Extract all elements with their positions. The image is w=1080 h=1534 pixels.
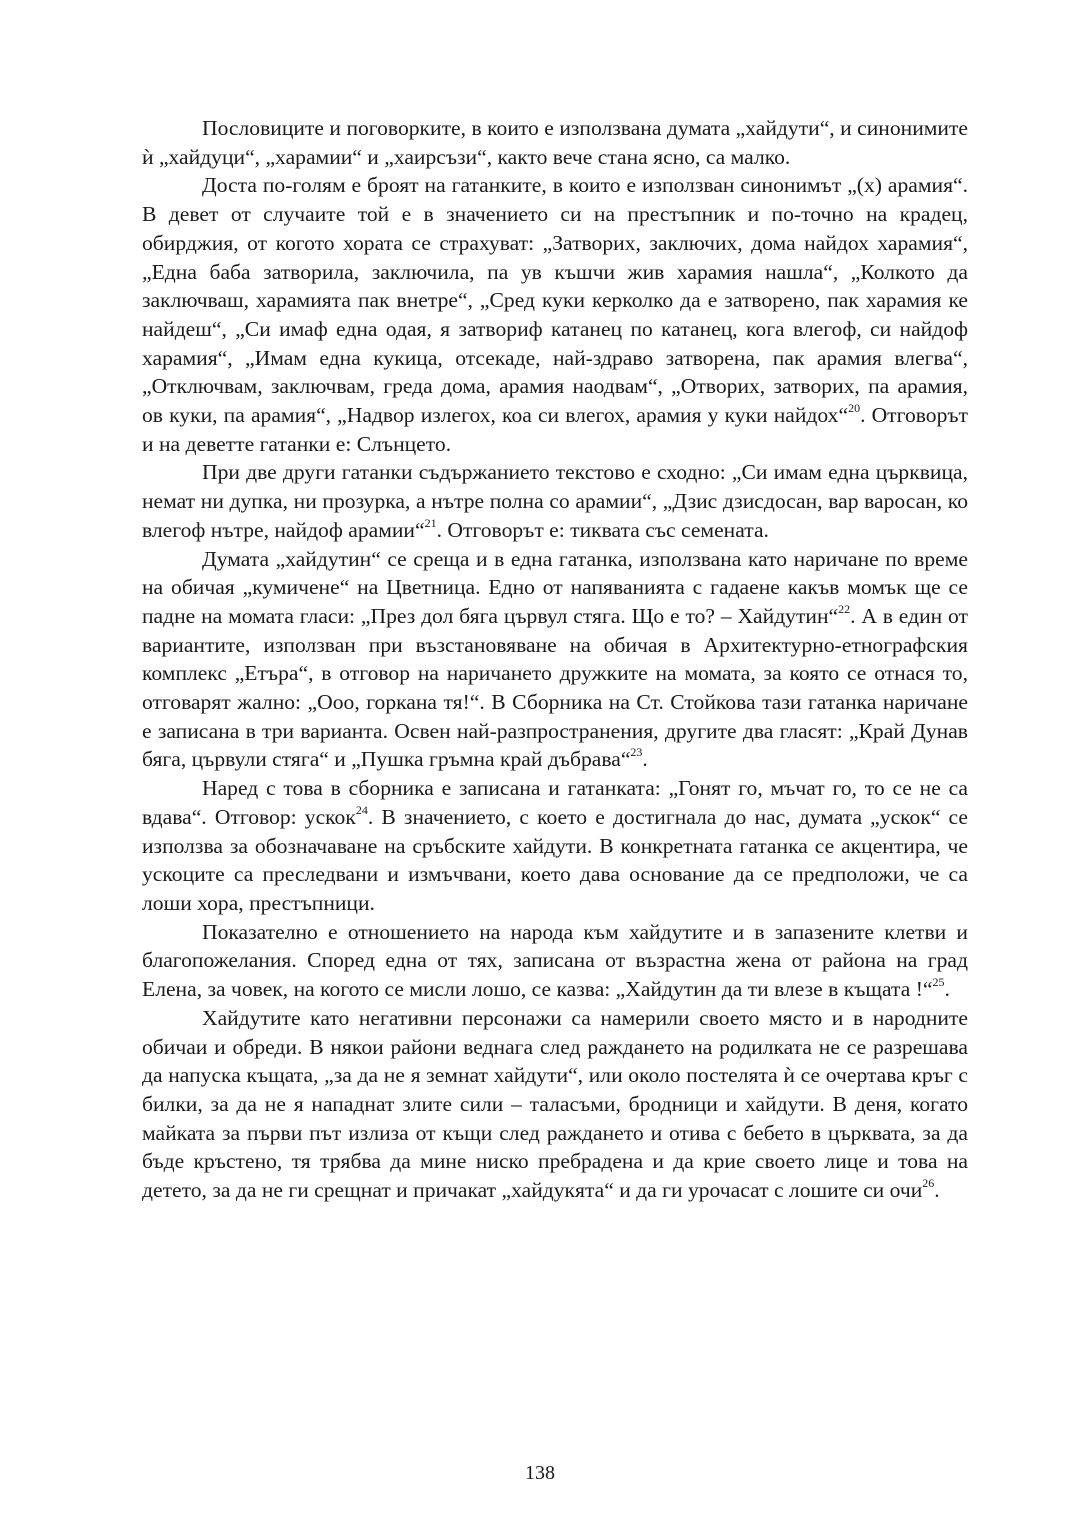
paragraph-customs: [142, 1004, 968, 1205]
paragraph-riddles-haramiya: [142, 171, 968, 458]
paragraph-haydutin-riddle: [142, 545, 968, 775]
footnote-ref-20: 20: [848, 400, 861, 415]
page-body: [142, 114, 968, 1205]
text-run: .: [944, 977, 950, 1002]
footnote-ref-24: 24: [355, 802, 368, 817]
text-run: . Отговорът е: тиквата със семената.: [436, 517, 769, 542]
text-run: Пословиците и поговорките, в които е използвана думата „хайдути“, и синонимите ѝ „хайдуци“, „харамии“ и „хаирсъзи“, както вече стана ясно, са малко.: [142, 116, 968, 169]
text-run: При две други гатанки съдържанието текстово е сходно: „Си имам една църквица, немат ни дупка, ни прозурка, а нътре полна со арамии“, „Дзис дзисдосан, вар варосан, ко влегоф нътре, найдоф арамии“: [142, 460, 968, 542]
footnote-ref-23: 23: [630, 745, 643, 760]
text-run: . А в един от вариантите, използван при възстановяване на обичая в Архитектурно-етнографския комплекс „Етъра“, в отговор на наричaнето дружките на момата, за която се отнася то, отговарят жално: „Ооо, горкана тя!“. В Сборника на Ст. Стойкова тази гатанка наричане е записана в три варианта. Освен най-разпространения, другите два гласят: „Край Дунав бяга, цървули стяга“ и „Пушка гръмна край дъбрава“: [142, 603, 968, 772]
text-run: Хайдутите като негативни персонажи са намерили своето място и в народните обичаи и обреди. В някои райони веднага след раждането на родилката не се разрешава да напуска къщата, „за да не я земнат хайдути“, или около постелята ѝ се очертава кръг с билки, за да не я нападнат злите сили – таласъми, бродници и хайдути. В деня, когато майката за първи път излиза от къщи след раждането и отива с бебето в църквата, за да бъде кръстено, тя трябва да мине ниско пребрадена и да крие своето лице и това на детето, за да не ги срещнат и причакат „хайдукята“ и да ги урочасат с лошите си очи: [142, 1005, 968, 1203]
text-run: .: [642, 747, 648, 772]
paragraph-curses: [142, 918, 968, 1004]
footnote-ref-21: 21: [424, 515, 437, 530]
text-run: Доста по-голям е броят на гатанките, в които е използван синонимът „(х) арамия“. В девет от случаите той е в значението си на престъпник и по-точно на крадец, обирджия, от когото хората се страхуват: „Затворих, заключих, дома найдох харамия“, „Една баба затворила, заключила, па ув къшчи жив харамия нашла“, „Колкото да заключваш, харамията пак внетре“, „Сред куки керколко да е затворено, пак харамия ке найдеш“, „Си имаф една одая, я затвориф катанец по катанец, кога влегоф, си найдоф харамия“, „Имам една кукица, отсекаде, най-здраво затворена, пак арамия влегва“, „Отключвам, заключвам, греда дома, арамия наодвам“, „Отворих, затворих, па арамия, ов куки, па арамия“, „Надвор излегох, коа си влегох, арамия у куки найдох“: [142, 173, 968, 428]
text-run: . В значението, с което е достигнала до нас, думата „ускок“ се използва за обозначаване на сръбските хайдути. В конкретната гатанка се акцентира, че ускоците са преследвани и измъчвани, което дава основание да се предположи, че са лоши хора, престъпници.: [142, 804, 968, 915]
footnote-ref-22: 22: [838, 601, 851, 616]
page-number: 138: [525, 1462, 555, 1484]
footnote-ref-25: 25: [932, 974, 945, 989]
text-run: Наред с това в сборника е записана и гатанката: „Гонят го, мъчат го, то се не са вдава“. Отговор: ускок: [142, 776, 968, 829]
paragraph-riddles-pumpkin: [142, 458, 968, 544]
footnote-ref-26: 26: [922, 1175, 935, 1190]
text-run: . Отговорът и на деветте гатанки е: Слънцето.: [142, 403, 968, 456]
paragraph-proverbs: [142, 114, 968, 171]
text-run: Думата „хайдутин“ се среща и в една гатанка, използвана като наричане по време на обичая „кумичене“ на Цветница. Едно от напяванията с гадаене какъв момък ще се падне на момата гласи: „През дол бяга цървул стяга. Що е то? – Хайдутин“: [142, 546, 968, 628]
text-run: Показателно е отношението на народа към хайдутите и в запазените клетви и благопожелания. Според една от тях, записана от възрастна жена от района на град Елена, за човек, на когото се мисли лошо, се казва: „Хайдутин да ти влезе в къщата !“: [142, 919, 968, 1002]
text-run: .: [934, 1178, 940, 1203]
paragraph-uskok: [142, 774, 968, 918]
